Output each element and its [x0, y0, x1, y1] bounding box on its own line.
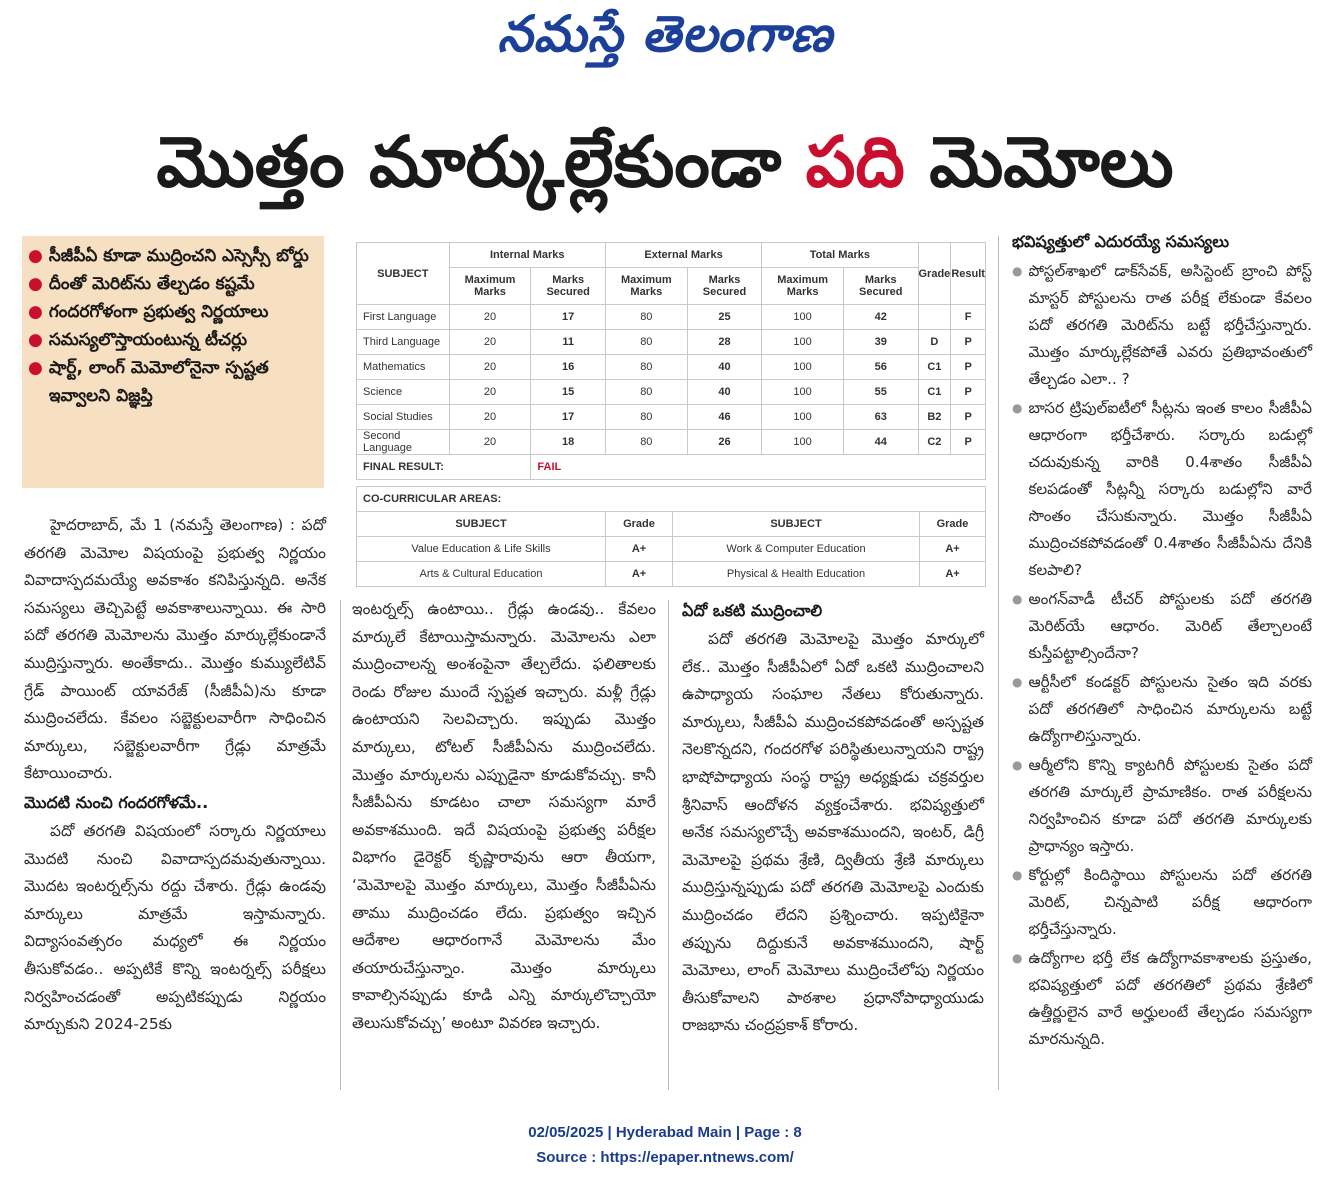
list-item: ● అంగన్‌వాడీ టీచర్‌ పోస్టులకు పదో తరగతి మెరిట్‌యే ఆధారం. మెరిట్‌ తేల్చాలంటే కుస్తీపట్టాల్సిందేనా?	[1012, 586, 1312, 667]
cell-grade: A+	[920, 562, 986, 587]
table-row	[357, 330, 986, 355]
table-row	[357, 380, 986, 405]
secured-header: Marks Secured	[531, 268, 605, 305]
column-divider	[340, 600, 341, 1090]
cell-int-max: 20	[449, 330, 531, 355]
cell-result: P	[951, 405, 986, 430]
final-result-value: FAIL	[531, 455, 986, 480]
list-item: ● ఆర్మీలోని కొన్ని క్యాటగిరీ పోస్టులకు సైతం పదో తరగతి మార్కులే ప్రామాణికం. రాత పరీక్షలను నిర్వహించిన కూడా పదో తరగతి మార్కులకు ప్రాధాన్యం ఇస్తారు.	[1012, 752, 1312, 860]
headline-part1: మొత్తం మార్కుల్లేకుండా	[156, 121, 782, 203]
cell-result: P	[951, 380, 986, 405]
article-paragraph: హైదరాబాద్‌, మే 1 (నమస్తే తెలంగాణ) : పదో తరగతి మెమోల విషయంపై ప్రభుత్వ నిర్ణయం వివాదాస్పదమయ్యే అవకాశం కనిపిస్తున్నది. అనేక సమస్యలు తెచ్చిపెట్టే అవకాశాలున్నాయి. ఈ సారి పదో తరగతి మెమోలను మొత్తం మార్కుల్లేకుండానే ముద్రిస్తున్నారు. అంతేకాదు.. మొత్తం కుమ్యులేటివ్‌ గ్రేడ్‌ పాయింట్‌ యావరేజ్‌ (సీజీపీఏ)ను కూడా ముద్రించలేదు. కేవలం సబ్జెక్టులవారీగా సాధించిన మార్కులు, సబ్జెక్టులవారీగా గ్రేడ్లు మాత్రమే కేటాయించారు.	[24, 516, 326, 783]
sidebar-list	[1012, 258, 1312, 1053]
highlight-item: ● సీజీపీఏ కూడా ముద్రించని ఎస్సెస్సీ బోర్డు	[28, 242, 318, 270]
cell-tot-sec: 55	[844, 380, 918, 405]
cell-result: P	[951, 330, 986, 355]
cell-tot-sec: 56	[844, 355, 918, 380]
cell-tot-sec: 42	[844, 305, 918, 330]
cell-tot-max: 100	[762, 305, 844, 330]
section-subheading: మొదటి నుంచి గందరగోళమే..	[24, 792, 209, 812]
cell-int-sec: 18	[531, 430, 605, 455]
table-row	[357, 430, 986, 455]
co-curricular-body	[357, 537, 986, 587]
cell-ext-sec: 26	[687, 430, 761, 455]
cell-int-max: 20	[449, 380, 531, 405]
cell-tot-sec: 44	[844, 430, 918, 455]
cell-grade: C1	[918, 355, 951, 380]
cell-ext-max: 80	[605, 380, 687, 405]
cell-int-sec: 11	[531, 330, 605, 355]
cell-result: P	[951, 430, 986, 455]
table-row	[357, 562, 986, 587]
bullet-icon: ●	[1012, 264, 1023, 278]
headline-part3: మెమోలు	[929, 121, 1174, 203]
table-row	[357, 355, 986, 380]
max-header: Maximum Marks	[449, 268, 531, 305]
secured-header: Marks Secured	[844, 268, 918, 305]
co-curricular-caption: CO-CURRICULAR AREAS:	[357, 487, 986, 512]
external-header: External Marks	[605, 243, 761, 268]
article-paragraph: పదో తరగతి మెమోలపై మొత్తం మార్కులో లేక.. మొత్తం సీజీపీఏలో ఏదో ఒకటి ముద్రించాలని ఉపాధ్యాయ సంఘాల నేతలు కోరుతున్నారు. మార్కులు, సీజీపీఏ ముద్రించకపోవడంతో అస్పష్టత నెలకొన్నదని, గందరగోళ పరిస్థితులున్నాయని రాష్ట్ర భాషోపాధ్యాయ సంస్థ రాష్ట్ర అధ్యక్షుడు చక్రవర్తుల శ్రీనివాస్‌ ఆందోళన వ్యక్తంచేశారు. భవిష్యత్తులో అనేక సమస్యలొచ్చే అవకాశముందని, ఇంటర్‌, డిగ్రీ మెమోలపై ప్రథమ శ్రేణి, ద్వితీయ శ్రేణి మార్కులు ముద్రిస్తున్నప్పుడు పదో తరగతి మెమోలపై ఎందుకు ముద్రించడం లేదని ప్రశ్నించారు. ఇప్పటికైనా తప్పును దిద్దుకునే అవకాశముందని, షార్ట్‌ మెమోలు, లాంగ్‌ మెమోలు ముద్రించేలోపు నిర్ణయం తీసుకోవాలని పాఠశాల ప్రధానోపాధ్యాయుడు రాజభాను చంద్రప్రకాశ్‌ కోరారు.	[682, 630, 984, 1035]
cell-subject: Science	[357, 380, 450, 405]
cell-grade: B2	[918, 405, 951, 430]
cell-int-sec: 15	[531, 380, 605, 405]
cell-tot-sec: 63	[844, 405, 918, 430]
article-column-2	[352, 596, 656, 1038]
cell-result: P	[951, 355, 986, 380]
table-row	[357, 405, 986, 430]
cell-int-sec: 17	[531, 305, 605, 330]
cell-ext-max: 80	[605, 355, 687, 380]
cc-subject-header: SUBJECT	[357, 512, 606, 537]
masthead-logo: నమస్తే తెలంగాణ	[497, 4, 833, 63]
column-divider	[668, 600, 669, 1090]
cell-grade: D	[918, 330, 951, 355]
bullet-icon: ●	[28, 302, 43, 322]
sidebar-future-problems	[1012, 228, 1312, 1055]
cell-result: F	[951, 305, 986, 330]
cc-grade-header: Grade	[920, 512, 986, 537]
article-column-1	[24, 512, 326, 1039]
highlights-box	[22, 236, 324, 488]
bullet-icon: ●	[1012, 675, 1023, 689]
article-paragraph: పదో తరగతి విషయంలో సర్కారు నిర్ణయాలు మొదటి నుంచి వివాదాస్పదమవుతున్నాయి. మొదట ఇంటర్నల్స్‌ను రద్దు చేశారు. గ్రేడ్లు ఉండవు మార్కులు మాత్రమే ఇస్తామన్నారు. విద్యాసంవత్సరం మధ్యలో ఈ నిర్ణయం తీసుకోవడం.. అప్పటికే కొన్ని ఇంటర్నల్స్‌ పరీక్షలు నిర్వహించడంతో అప్పటికప్పుడు నిర్ణయం మార్చుకుని 2024-25కు	[24, 821, 326, 1034]
cell-ext-sec: 28	[687, 330, 761, 355]
cell-ext-max: 80	[605, 430, 687, 455]
max-header: Maximum Marks	[605, 268, 687, 305]
cell-tot-max: 100	[762, 330, 844, 355]
bullet-icon: ●	[1012, 758, 1023, 772]
internal-header: Internal Marks	[449, 243, 605, 268]
marks-table	[356, 242, 986, 480]
cell-subject: Arts & Cultural Education	[357, 562, 606, 587]
cc-subject-header: SUBJECT	[673, 512, 920, 537]
cell-subject: Social Studies	[357, 405, 450, 430]
cell-int-max: 20	[449, 355, 531, 380]
footer	[0, 1120, 1330, 1170]
column-divider	[998, 236, 999, 1090]
bullet-icon: ●	[28, 358, 43, 378]
cell-int-sec: 16	[531, 355, 605, 380]
list-item: ● పోస్టల్‌శాఖలో డాక్‌సేవక్‌, అసిస్టెంట్‌ బ్రాంచి పోస్ట్‌ మాస్టర్‌ పోస్టులను రాత పరీక్ష లేకుండా కేవలం పదో తరగతి మెరిట్‌ను బట్టే భర్తీచేస్తున్నారు. మొత్తం మార్కుల్లేకపోతే ఎవరు ప్రతిభావంతులో తేల్చడం ఎలా.. ?	[1012, 258, 1312, 393]
bullet-icon: ●	[28, 330, 43, 350]
cell-grade: A+	[606, 562, 673, 587]
list-item: ● బాసర ట్రిపుల్‌ఐటీలో సీట్లను ఇంత కాలం సీజీపీఏ ఆధారంగా భర్తీచేశారు. సర్కారు బడుల్లో చదువుకున్న వారికి 0.4శాతం సీజీపీఏ కలపడంతో సీట్లన్నీ సర్కారు బడుల్లోని వారే సొంతం చేసుకున్నారు. మొత్తం సీజీపీఏ ముద్రించకపోవడంతో 0.4శాతం సీజీపీఏను దేనికి కలపాలి?	[1012, 395, 1312, 584]
table-row	[357, 305, 986, 330]
footer-dateline: 02/05/2025 | Hyderabad Main | Page : 8	[528, 1124, 802, 1141]
cc-grade-header: Grade	[606, 512, 673, 537]
list-item: ● ఉద్యోగాల భర్తీ లేక ఉద్యోగావకాశాలకు ప్రస్తుతం, భవిష్యత్తులో పదో తరగతిలో ప్రథమ శ్రేణిలో ఉత్తీర్ణులైన వారే అర్హులంటే తేల్చడం సమస్యగా మారనున్నది.	[1012, 945, 1312, 1053]
bullet-icon: ●	[1012, 951, 1023, 965]
cell-grade: C1	[918, 380, 951, 405]
list-item: ● కోర్టుల్లో కిందిస్థాయి పోస్టులను పదో తరగతి మెరిట్‌, చిన్నపాటి పరీక్ష ఆధారంగా భర్తీచేస్తున్నారు.	[1012, 862, 1312, 943]
cell-subject: Mathematics	[357, 355, 450, 380]
article-column-3	[682, 596, 984, 1040]
cell-subject: Value Education & Life Skills	[357, 537, 606, 562]
cell-tot-max: 100	[762, 380, 844, 405]
highlight-item: ● దీంతో మెరిట్‌ను తేల్చడం కష్టమే	[28, 270, 318, 298]
section-subheading: ఏదో ఒకటి ముద్రించాలి	[682, 601, 823, 620]
footer-source: Source : https://epaper.ntnews.com/	[536, 1149, 794, 1166]
table-row	[357, 537, 986, 562]
cell-ext-max: 80	[605, 305, 687, 330]
cell-ext-max: 80	[605, 405, 687, 430]
bullet-icon: ●	[1012, 401, 1023, 415]
list-item: ● ఆర్టీసీలో కండక్టర్‌ పోస్టులను సైతం ఇది వరకు పదో తరగతిలో సాధించిన మార్కులను బట్టే ఉద్యోగాలిస్తున్నారు.	[1012, 669, 1312, 750]
cell-ext-sec: 40	[687, 380, 761, 405]
headline-part2: పది	[805, 121, 905, 203]
cell-tot-sec: 39	[844, 330, 918, 355]
cell-ext-sec: 25	[687, 305, 761, 330]
max-header: Maximum Marks	[762, 268, 844, 305]
cell-ext-sec: 40	[687, 355, 761, 380]
grade-header: Grade	[918, 243, 951, 305]
cell-subject: Second Language	[357, 430, 450, 455]
highlight-item: ● సమస్యలొస్తాయంటున్న టీచర్లు	[28, 326, 318, 354]
cell-int-max: 20	[449, 405, 531, 430]
cell-ext-max: 80	[605, 330, 687, 355]
subject-header: SUBJECT	[357, 243, 450, 305]
article-paragraph: ఇంటర్నల్స్‌ ఉంటాయి.. గ్రేడ్లు ఉండవు.. కేవలం మార్కులే కేటాయిస్తామన్నారు. మెమోలను ఎలా ముద్రించాలన్న అంశంపైనా తేల్చలేదు. ఫలితాలకు రెండు రోజుల ముందే స్పష్టత ఇచ్చారు. మళ్లీ గ్రేడ్లు ఉంటాయని సెలవిచ్చారు. ఇప్పుడు మొత్తం మార్కులు, టోటల్‌ సీజీపీఏను ముద్రించలేదు. మొత్తం మార్కులను ఎప్పుడైనా కూడుకోవచ్చు. కానీ సీజీపీఏను కూడటం చాలా సమస్యగా మారే అవకాశముంది. ఇదే విషయంపై ప్రభుత్వ పరీక్షల విభాగం డైరెక్టర్‌ కృష్ణారావును ఆరా తీయగా, ‘మెమోలపై మొత్తం మార్కులు, మొత్తం సీజీపీఏను తాము ముద్రించడం లేదు. ప్రభుత్వం ఇచ్చిన ఆదేశాల ఆధారంగానే మెమోలను మేం తయారుచేస్తున్నాం. మొత్తం మార్కులు కావాల్సినప్పుడు కూడి ఎన్ని మార్కులొచ్చాయో తెలుసుకోవచ్చు’ అంటూ వివరణ ఇచ్చారు.	[352, 600, 656, 1032]
cell-subject: Work & Computer Education	[673, 537, 920, 562]
secured-header: Marks Secured	[687, 268, 761, 305]
bullet-icon: ●	[1012, 868, 1023, 882]
cell-int-max: 20	[449, 305, 531, 330]
cell-grade: A+	[920, 537, 986, 562]
cell-grade	[918, 305, 951, 330]
final-result-label: FINAL RESULT:	[357, 455, 531, 480]
cell-grade: A+	[606, 537, 673, 562]
sidebar-heading: భవిష్యత్తులో ఎదురయ్యే సమస్యలు	[1012, 232, 1230, 251]
result-header: Result	[951, 243, 986, 305]
cell-ext-sec: 46	[687, 405, 761, 430]
co-curricular-table	[356, 486, 986, 587]
cell-tot-max: 100	[762, 405, 844, 430]
cell-grade: C2	[918, 430, 951, 455]
cell-subject: First Language	[357, 305, 450, 330]
marks-table-body	[357, 305, 986, 455]
highlight-item: ● గందరగోళంగా ప్రభుత్వ నిర్ణయాలు	[28, 298, 318, 326]
cell-subject: Third Language	[357, 330, 450, 355]
bullet-icon: ●	[28, 246, 43, 266]
headline	[0, 112, 1330, 212]
cell-tot-max: 100	[762, 355, 844, 380]
total-header: Total Marks	[762, 243, 918, 268]
bullet-icon: ●	[28, 274, 43, 294]
cell-int-max: 20	[449, 430, 531, 455]
cell-tot-max: 100	[762, 430, 844, 455]
cell-int-sec: 17	[531, 405, 605, 430]
bullet-icon: ●	[1012, 592, 1023, 606]
cell-subject: Physical & Health Education	[673, 562, 920, 587]
highlight-item: ● షార్ట్‌, లాంగ్‌ మెమోలోనైనా స్పష్టత ఇవ్వాలని విజ్ఞప్తి	[28, 354, 318, 410]
